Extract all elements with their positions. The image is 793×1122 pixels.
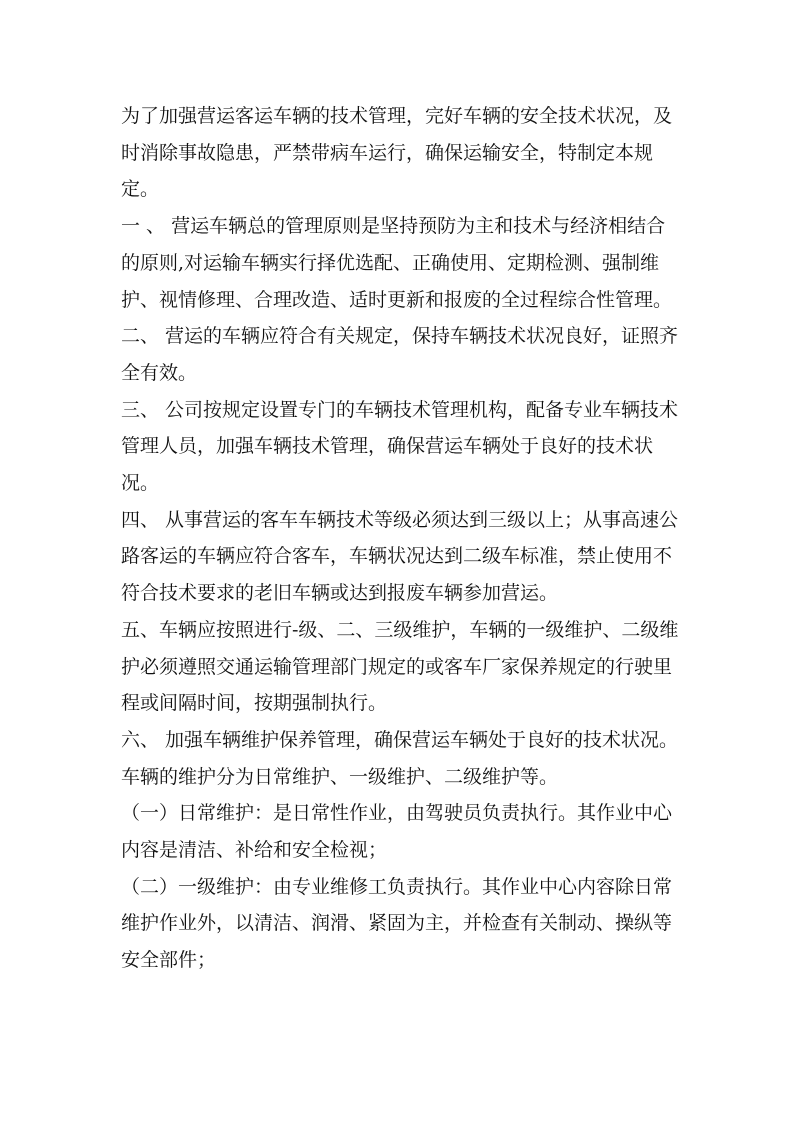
paragraph-item-4: 四、 从事营运的客车车辆技术等级必须达到三级以上；从事高速公路客运的车辆应符合客车，车辆状况达到二级车标准，禁止使用不符合技术要求的老旧车辆或达到报废车辆参加营运。	[121, 508, 679, 605]
paragraph-item-3: 三、 公司按规定设置专门的车辆技术管理机构，配备专业车辆技术管理人员，加强车辆技术管理，确保营运车辆处于良好的技术状况。	[121, 398, 679, 495]
paragraph-item-1: 一 、 营运车辆总的管理原则是坚持预防为主和技术与经济相结合的原则,对运输车辆实行择优选配、正确使用、定期检测、强制维护、视情修理、合理改造、适时更新和报废的全过程综合性管理。	[121, 215, 673, 311]
document-body	[121, 98, 681, 979]
paragraph-item-6: 六、 加强车辆维护保养管理，确保营运车辆处于良好的技术状况。车辆的维护分为日常维护、一级维护、二级维护等。	[121, 728, 679, 788]
paragraph-item-2: 二、 营运的车辆应符合有关规定，保持车辆技术状况良好，证照齐全有效。	[121, 325, 679, 384]
paragraph-intro: 为了加强营运客运车辆的技术管理，完好车辆的安全技术状况，及时消除事故隐患，严禁带病车运行，确保运输安全，特制定本规定。	[121, 105, 673, 201]
paragraph-subitem-2: （二）一级维护：由专业维修工负责执行。其作业中心内容除日常维护作业外，以清洁、润滑、紧固为主，并检查有关制动、操纵等安全部件；	[121, 875, 673, 972]
paragraph-item-5: 五、车辆应按照进行-级、二、三级维护，车辆的一级维护、二级维护必须遵照交通运输管理部门规定的或客车厂家保养规定的行驶里程或间隔时间，按期强制执行。	[121, 618, 679, 715]
paragraph-subitem-1: （一）日常维护：是日常性作业，由驾驶员负责执行。其作业中心内容是清洁、补给和安全检视；	[121, 802, 673, 862]
